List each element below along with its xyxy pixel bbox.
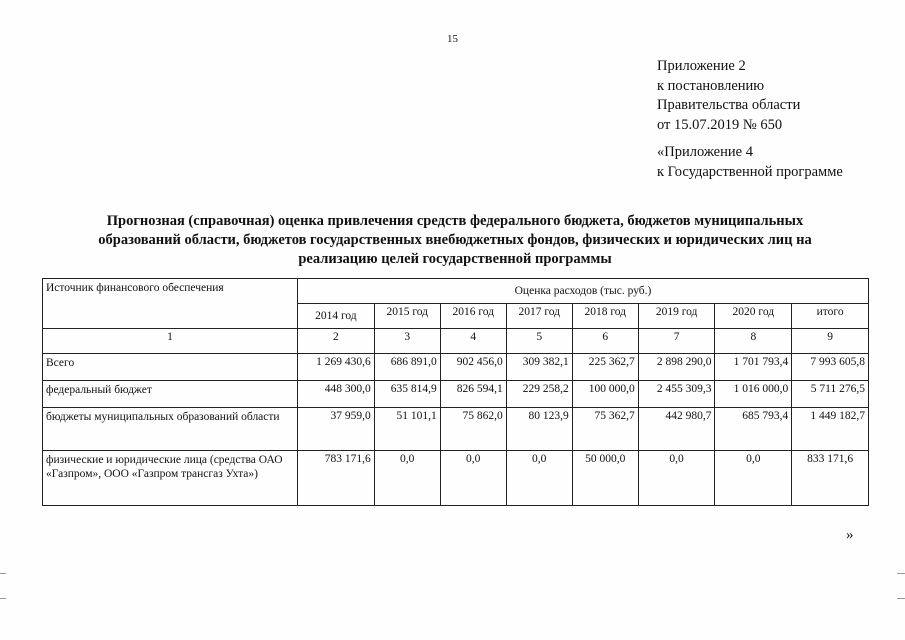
table-cell: 51 101,1 <box>374 408 440 451</box>
table-cell: 0,0 <box>374 451 440 506</box>
appendix-line: Правительства области <box>657 97 801 113</box>
row-label: бюджеты муниципальных образований области <box>43 408 298 451</box>
scan-edge-mark <box>0 573 6 574</box>
appendix-block <box>657 57 800 135</box>
table-cell: 902 456,0 <box>440 354 506 381</box>
title-line: Прогнозная (справочная) оценка привлечения средств федерального бюджета, бюджетов муниципальных <box>106 213 804 229</box>
title-line: реализацию целей государственной программы <box>298 251 612 267</box>
table-cell: 1 269 430,6 <box>298 354 375 381</box>
table-cell: 5 711 276,5 <box>792 381 869 408</box>
table-cell: 229 258,2 <box>506 381 572 408</box>
table-cell: 7 993 605,8 <box>792 354 869 381</box>
table-cell: 2 898 290,0 <box>638 354 715 381</box>
table-row <box>43 381 869 408</box>
row-label: Всего <box>43 354 298 381</box>
scan-edge-mark <box>897 598 905 599</box>
year-header: 2018 год <box>572 304 638 329</box>
table-cell: 75 362,7 <box>572 408 638 451</box>
column-number: 9 <box>792 329 869 354</box>
table-cell: 309 382,1 <box>506 354 572 381</box>
year-header: 2017 год <box>506 304 572 329</box>
title-line: образований области, бюджетов государственных внебюджетных фондов, физических и юридических лиц на <box>98 232 812 248</box>
table-cell: 448 300,0 <box>298 381 375 408</box>
table-cell: 2 455 309,3 <box>638 381 715 408</box>
table-header-row <box>43 279 869 304</box>
column-number: 1 <box>43 329 298 354</box>
table-row <box>43 451 869 506</box>
column-number: 4 <box>440 329 506 354</box>
scan-edge-mark <box>0 598 6 599</box>
year-header: 2020 год <box>715 304 792 329</box>
table-cell: 37 959,0 <box>298 408 375 451</box>
table-cell: 826 594,1 <box>440 381 506 408</box>
column-number: 8 <box>715 329 792 354</box>
table-cell: 0,0 <box>638 451 715 506</box>
column-number: 3 <box>374 329 440 354</box>
closing-quote: » <box>846 527 854 543</box>
column-number: 2 <box>298 329 375 354</box>
appendix-line: от 15.07.2019 № 650 <box>657 116 783 133</box>
estimate-header: Оценка расходов (тыс. руб.) <box>298 279 869 304</box>
year-header: 2019 год <box>638 304 715 329</box>
appendix-inner-line: к Государственной программе <box>657 163 843 180</box>
page-number: 15 <box>447 33 458 45</box>
column-number: 6 <box>572 329 638 354</box>
row-label: федеральный бюджет <box>43 381 298 408</box>
appendix-inner-block <box>657 143 843 182</box>
year-header: 2014 год <box>298 304 375 329</box>
table-cell: 75 862,0 <box>440 408 506 451</box>
table-cell: 0,0 <box>506 451 572 506</box>
table-cell: 1 701 793,4 <box>715 354 792 381</box>
table-cell: 80 123,9 <box>506 408 572 451</box>
table-cell: 1 016 000,0 <box>715 381 792 408</box>
table-cell: 685 793,4 <box>715 408 792 451</box>
appendix-line: Приложение 2 <box>657 58 746 74</box>
table-row <box>43 354 869 381</box>
table-cell: 783 171,6 <box>298 451 375 506</box>
table-cell: 1 449 182,7 <box>792 408 869 451</box>
year-header: 2015 год <box>374 304 440 329</box>
year-header: итого <box>792 304 869 329</box>
table-cell: 686 891,0 <box>374 354 440 381</box>
table-row <box>43 408 869 451</box>
appendix-inner-line: «Приложение 4 <box>657 144 753 160</box>
appendix-line: к постановлению <box>657 77 765 94</box>
column-number-row <box>43 329 869 354</box>
table-cell: 833 171,6 <box>792 451 869 506</box>
scan-edge-mark <box>897 573 905 574</box>
financing-table <box>42 278 869 506</box>
table-cell: 635 814,9 <box>374 381 440 408</box>
table-cell: 0,0 <box>440 451 506 506</box>
column-number: 5 <box>506 329 572 354</box>
table-cell: 442 980,7 <box>638 408 715 451</box>
document-title <box>60 212 850 269</box>
table-cell: 225 362,7 <box>572 354 638 381</box>
table-cell: 100 000,0 <box>572 381 638 408</box>
row-label: физические и юридические лица (средства ОАО «Газпром», ООО «Газпром трансгаз Ухта») <box>43 451 298 506</box>
column-number: 7 <box>638 329 715 354</box>
source-header: Источник финансового обеспечения <box>43 279 298 329</box>
table-cell: 50 000,0 <box>572 451 638 506</box>
table-cell: 0,0 <box>715 451 792 506</box>
year-header: 2016 год <box>440 304 506 329</box>
